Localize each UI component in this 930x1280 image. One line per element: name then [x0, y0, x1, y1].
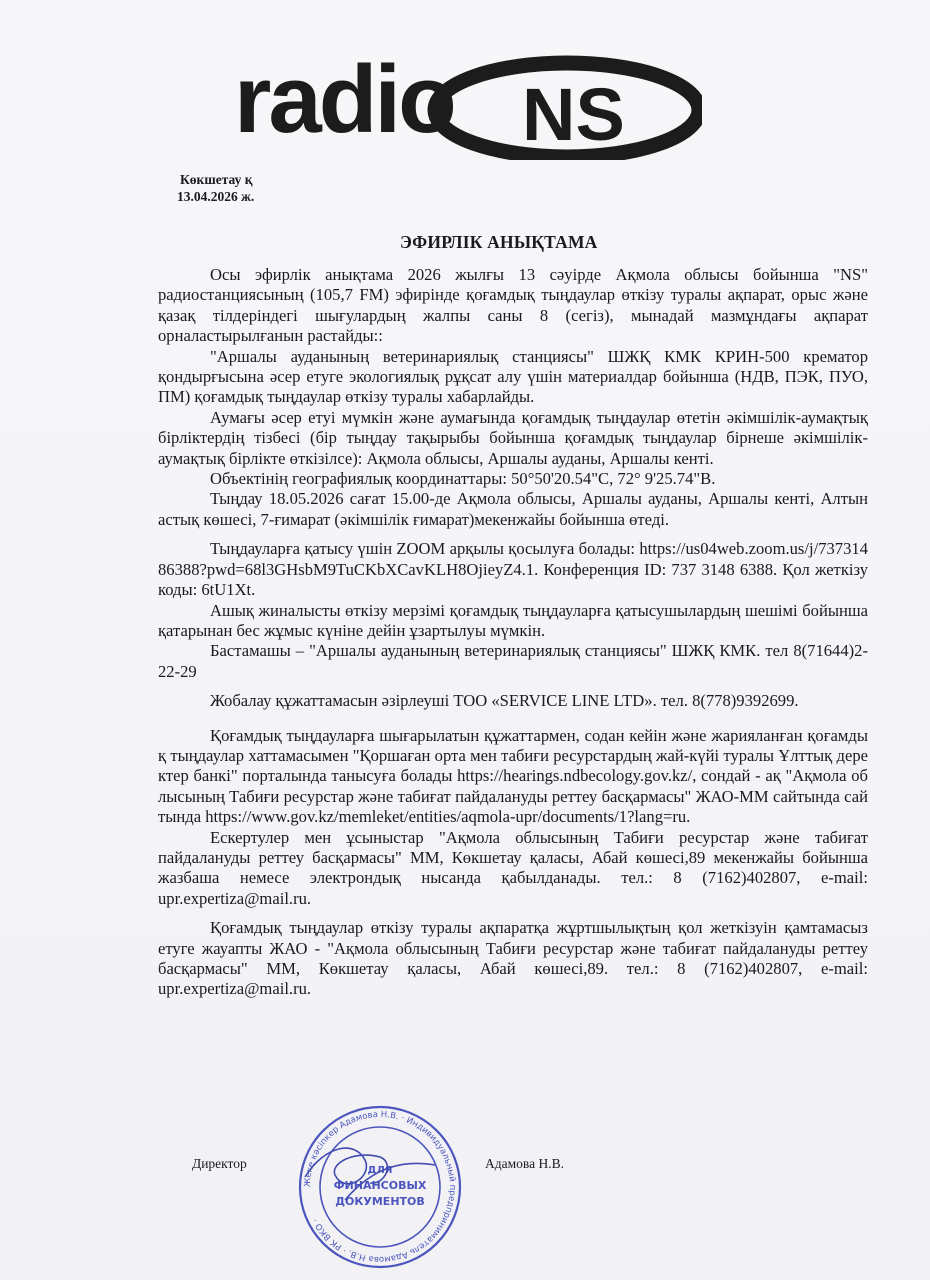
paragraph-responsible: Қоғамдық тыңдаулар өткізу туралы ақпаратқа жұртшылықтың қол жеткізуін қамтамасыз етуге жауапты ЖАО - "Ақмола облысының Табиғи ресурстар және табиғат пайдалануды реттеу басқармасы" ММ, Көкшетау қаласы, Абай көшесі,89. тел.: 8 (7162)402807, e-mail: upr.expertiza@mail.ru. — [158, 918, 868, 999]
document-body — [158, 265, 868, 1000]
paragraph-zoom: Тыңдауларға қатысу үшін ZOOM арқылы қосылуға болады: https://us04web.zoom.us/j/73731486388?pwd=68l3GHsbM9TuCKbXCavKLH8OjieyZ4.1. Конференция ID: 737 3148 6388. Қол жеткізу коды: 6tU1Xt. — [158, 539, 868, 600]
stamp-center-line-2: ФИНАНСОВЫХ — [333, 1179, 427, 1192]
paragraph-hearing-time: Тыңдау 18.05.2026 сағат 15.00-де Ақмола облысы, Аршалы ауданы, Аршалы кенті, Алтын астық көшесі, 7-ғимарат (әкімшілік ғимарат)мекенжайы бойынша өтеді. — [158, 489, 868, 529]
paragraph-initiator: Бастамашы – "Аршалы ауданының ветеринариялық станциясы" ШЖҚ КМК. тел 8(71644)2-22-29 — [158, 641, 868, 681]
header-date: 13.04.2026 ж. — [177, 189, 255, 204]
paragraph-territories: Аумағы әсер етуі мүмкін және аумағында қоғамдық тыңдаулар өтетін әкімшілік-аумақтық бірліктердің тізбесі (бір тыңдау тақырыбы бойынша қоғамдық тыңдаулар бірнеше әкімшілік-аумақтық бірлікте өткізілсе): Ақмола облысы, Аршалы ауданы, Аршалы кенті. — [158, 407, 868, 468]
document-title: ЭФИРЛІК АНЫҚТАМА — [400, 232, 598, 252]
header-city-date — [177, 171, 255, 205]
paragraph-developer: Жобалау құжаттамасын әзірлеуші ТОО «SERVICE LINE LTD». тел. 8(778)9392699. — [210, 691, 799, 711]
logo-text-radio: radio — [234, 50, 454, 153]
paragraph-announcement: "Аршалы ауданының ветеринариялық станциясы" ШЖҚ КМК КРИН-500 крематор қондырғысына әсер етуге экологиялық рұқсат алу үшін материалдар бойынша (НДВ, ПЭК, ПУО, ПМ) қоғамдық тыңдаулар өткізу туралы хабарлайды. — [158, 346, 868, 407]
paragraph-remarks: Ескертулер мен ұсыныстар "Ақмола облысының Табиғи ресурстар және табиғат пайдалануды реттеу басқармасы" ММ, Көкшетау қаласы, Абай көшесі,89 мекенжайы бойынша жазбаша немесе электрондық нысанда қабылданады. тел.: 8 (7162)402807, e-mail: upr.expertiza@mail.ru. — [158, 827, 868, 908]
stamp-center-line-1: ДЛЯ — [367, 1165, 393, 1176]
paragraph-intro: Осы эфирлік анықтама 2026 жылғы 13 сәуірде Ақмола облысы бойынша "NS" радиостанциясының (105,7 FM) эфирінде қоғамдық тыңдаулар өткізу туралы ақпарат, орыс және қазақ тілдеріндегі шығулардың жалпы саны 8 (сегіз), мынадай мазмұндағы ақпарат орналастырылғанын растайды:: — [158, 265, 868, 346]
radio-ns-logo — [232, 50, 702, 160]
signature-name: Адамова Н.В. — [485, 1156, 564, 1171]
official-stamp — [285, 1105, 475, 1270]
header-city: Көкшетау қ — [180, 172, 253, 187]
signature-role: Директор — [192, 1156, 247, 1171]
paragraph-coordinates: Объектінің географиялық координаттары: 50°50'20.54"С, 72° 9'25.74"В. — [210, 469, 716, 489]
paragraph-documents: Қоғамдық тыңдауларға шығарылатын құжаттармен, содан кейін және жарияланған қоғамдық тыңдаулар хаттамасымен "Қоршаған орта мен табиғи ресурстардың жай-күйі туралы Ұлттық деректер банкі" порталында танысуға болады https://hearings.ndbecology.gov.kz/, сондай - ақ "Ақмола облысының Табиғи ресурстар және табиғат пайдалануды реттеу басқармасы" ЖАО-ММ сайтында сайтында https://www.gov.kz/memleket/entities/aqmola-upr/documents/1?lang=ru. — [158, 725, 868, 827]
paragraph-extension: Ашық жиналысты өткізу мерзімі қоғамдық тыңдауларға қатысушылардың шешімі бойынша қатарынан бес жұмыс күніне дейін ұзартылуы мүмкін. — [158, 600, 868, 640]
stamp-ring-text: Жеке кәсіпкер Адамова Н.В. · Индивидуальный предприниматель Адамова Н.В. · РК ВКО · — [302, 1109, 458, 1265]
logo-text-ns: NS — [522, 73, 625, 156]
stamp-center-line-3: ДОКУМЕНТОВ — [335, 1195, 425, 1208]
